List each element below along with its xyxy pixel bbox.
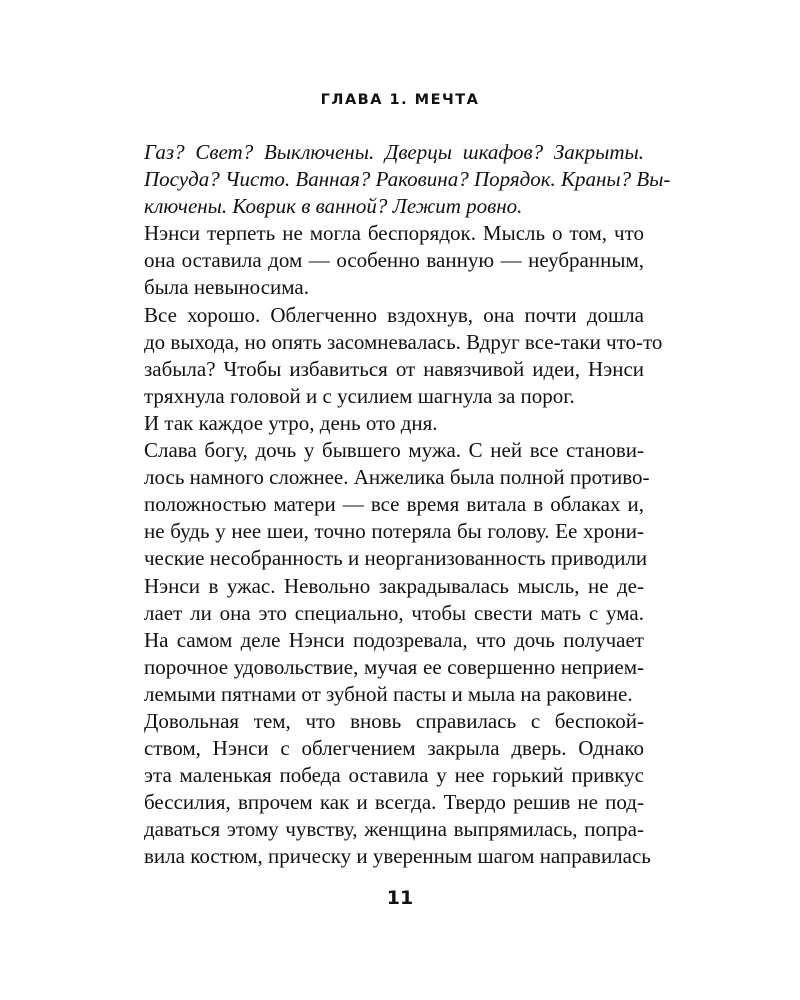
text-line: порочное удовольствие, мучая ее совершенно неприем- — [144, 654, 644, 679]
text-line: ством, Нэнси с облегчением закрыла дверь. Однако — [144, 736, 644, 761]
text-line: даваться этому чувству, женщина выпрямилась, попра- — [144, 817, 644, 842]
text-line: лает ли она это специально, чтобы свести мать с ума. — [144, 600, 644, 625]
text-line: И так каждое утро, день ото дня. — [144, 410, 438, 435]
body-text — [144, 139, 671, 871]
text-line: Нэнси терпеть не могла беспорядок. Мысль о том, что — [144, 221, 644, 246]
paragraph — [144, 437, 650, 708]
text-line: бессилия, впрочем как и всегда. Твердо решив не под- — [144, 790, 644, 815]
text-line: положностью матери — все время витала в облаках и, — [144, 492, 644, 517]
text-line: не будь у нее шеи, точно потеряла бы голову. Ее хрони- — [144, 519, 644, 544]
text-line: Газ? Свет? Выключены. Дверцы шкафов? Закрыты. — [144, 140, 644, 164]
text-line: ключены. Коврик в ванной? Лежит ровно. — [144, 194, 523, 219]
text-line: тряхнула головой и с усилием шагнула за порог. — [144, 383, 575, 408]
paragraph — [144, 410, 644, 437]
text-line: забыла? Чтобы избавиться от навязчивой идеи, Нэнси — [144, 356, 644, 381]
text-line: вила костюм, прическу и уверенным шагом направилась — [144, 844, 651, 869]
paragraph — [144, 302, 663, 410]
chapter-title: ГЛАВА 1. МЕЧТА — [320, 92, 480, 108]
text-line: Слава богу, дочь у бывшего мужа. С ней все станови- — [144, 438, 644, 463]
paragraph — [144, 708, 651, 871]
text-line: лемыми пятнами от зубной пасты и мыла на раковине. — [144, 681, 633, 706]
page-number: 11 — [386, 887, 414, 909]
text-line: она оставила дом — особенно ванную — неубранным, — [144, 248, 644, 273]
text-line: эта маленькая победа оставила у нее горький привкус — [144, 763, 644, 788]
text-line: Посуда? Чисто. Ванная? Раковина? Порядок. Краны? Вы- — [144, 167, 671, 192]
text-line: лось намного сложнее. Анжелика была полной противо- — [144, 465, 650, 490]
text-line: На самом деле Нэнси подозревала, что дочь получает — [144, 627, 644, 652]
text-line: до выхода, но опять засомневалась. Вдруг все-таки что-то — [144, 329, 663, 354]
text-line: Нэнси в ужас. Невольно закрадывалась мысль, не де- — [144, 573, 644, 598]
paragraph — [144, 220, 644, 301]
text-line: Довольная тем, что вновь справилась с беспокой- — [144, 708, 644, 733]
text-line: Все хорошо. Облегченно вздохнув, она почти дошла — [144, 302, 644, 327]
text-line: ческие несобранность и неорганизованность приводили — [144, 546, 648, 571]
paragraph — [144, 139, 671, 220]
text-line: была невыносима. — [144, 275, 309, 300]
